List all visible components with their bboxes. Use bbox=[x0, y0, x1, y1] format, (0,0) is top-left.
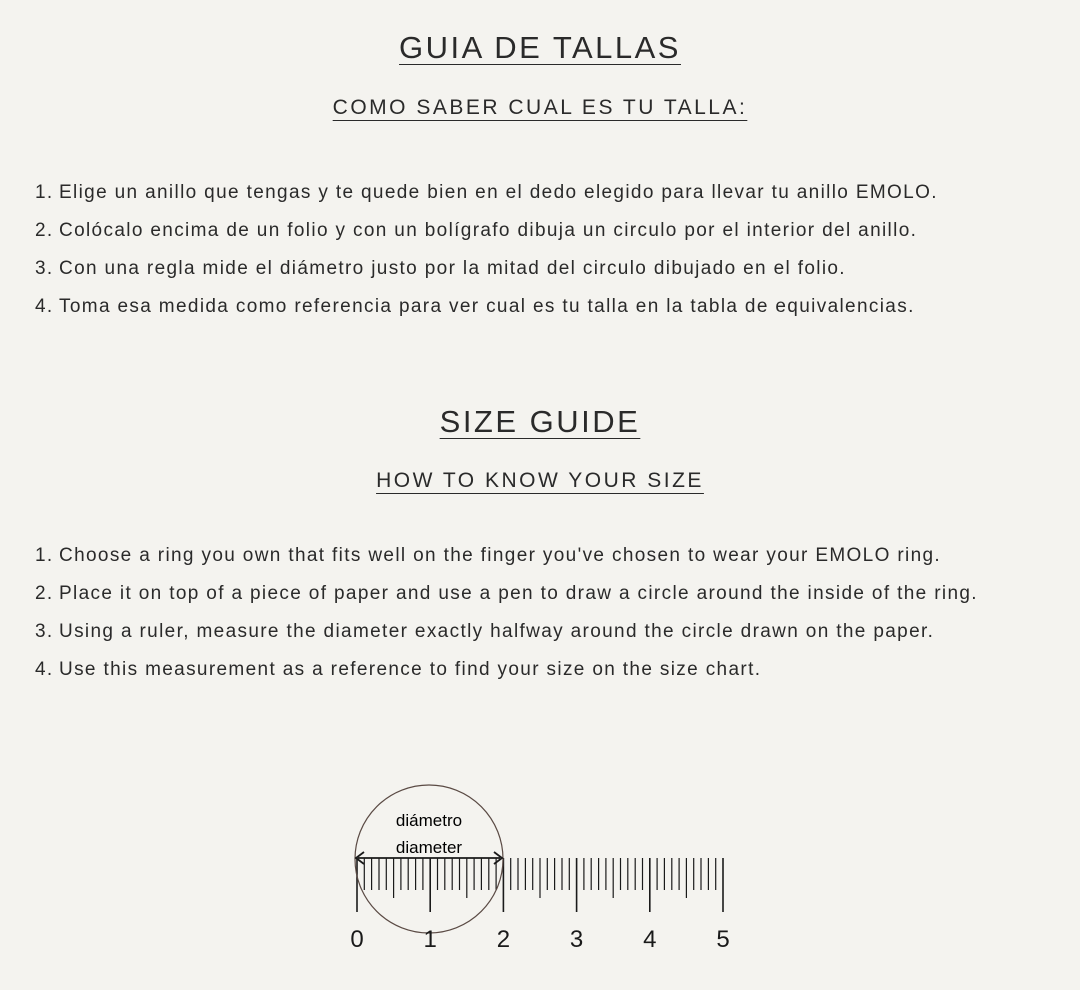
ruler-number: 2 bbox=[496, 926, 511, 953]
step-number: 1. bbox=[35, 545, 54, 566]
step-text: Choose a ring you own that fits well on the finger you've chosen to wear your EMOLO ring. bbox=[59, 545, 942, 566]
spanish-title: GUIA DE TALLAS bbox=[399, 30, 681, 65]
step-text: Con una regla mide el diámetro justo por la mitad del circulo dibujado en el folio. bbox=[59, 258, 846, 279]
step-number: 3. bbox=[35, 621, 54, 642]
step-text: Colócalo encima de un folio y con un bolígrafo dibuja un circulo por el interior del anillo. bbox=[59, 220, 918, 241]
ruler-ticks bbox=[357, 858, 723, 912]
step-number: 1. bbox=[35, 182, 54, 203]
diameter-label-spanish: diámetro bbox=[395, 811, 463, 830]
step-number: 3. bbox=[35, 258, 54, 279]
step-text: Elige un anillo que tengas y te quede bien en el dedo elegido para llevar tu anillo EMOLO. bbox=[59, 182, 938, 203]
ruler-number: 5 bbox=[716, 926, 730, 953]
step-number: 4. bbox=[35, 296, 54, 317]
diameter-label-english: diameter bbox=[395, 838, 463, 857]
english-title: SIZE GUIDE bbox=[439, 404, 641, 439]
english-subtitle: HOW TO KNOW YOUR SIZE bbox=[376, 469, 704, 492]
step-number: 4. bbox=[35, 659, 54, 680]
step-number: 2. bbox=[35, 583, 54, 604]
ruler-number: 0 bbox=[350, 926, 364, 953]
step-text: Toma esa medida como referencia para ver cual es tu talla en la tabla de equivalencias. bbox=[59, 296, 915, 317]
step-text: Place it on top of a piece of paper and use a pen to draw a circle around the inside of the ring. bbox=[59, 583, 978, 604]
ruler-number: 3 bbox=[569, 926, 584, 953]
step-number: 2. bbox=[35, 220, 54, 241]
step-text: Use this measurement as a reference to find your size on the size chart. bbox=[59, 659, 762, 680]
step-text: Using a ruler, measure the diameter exactly halfway around the circle drawn on the paper. bbox=[59, 621, 935, 642]
ruler-number: 1 bbox=[423, 926, 437, 953]
ruler-number: 4 bbox=[643, 926, 657, 953]
spanish-subtitle: COMO SABER CUAL ES TU TALLA: bbox=[332, 96, 748, 119]
